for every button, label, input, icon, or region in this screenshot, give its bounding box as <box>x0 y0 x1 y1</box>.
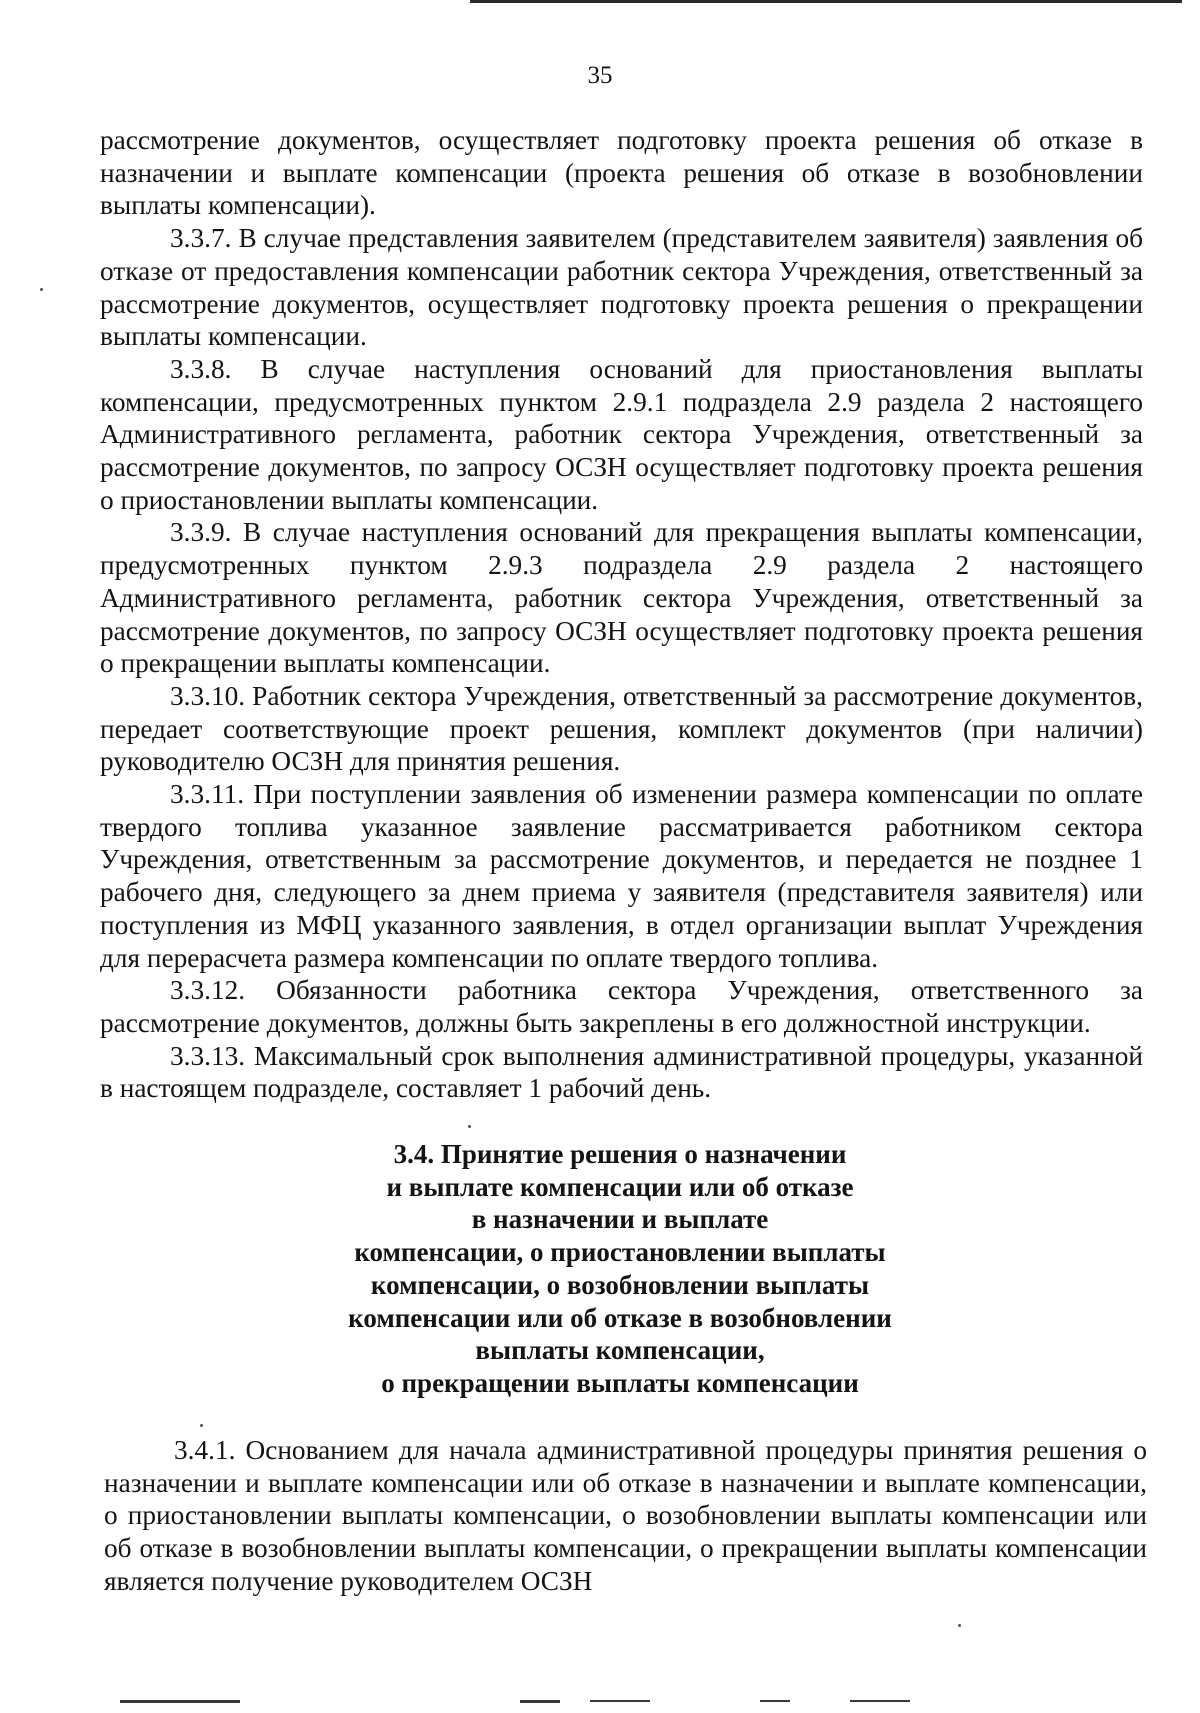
scan-bottom-mark <box>850 1700 910 1702</box>
paragraph-3-3-12: 3.3.12. Обязанности работника сектора Учреждения, ответственного за рассмотрение документов, должны быть закреплены в его должностной инструкции. <box>100 975 1143 1038</box>
paragraph-3-4-1: 3.4.1. Основанием для начала административной процедуры принятия решения о назначении и выплате компенсации или об отказе в назначении и выплате компенсации, о приостановлении выплаты компенсации, о возобновлении выплаты компенсации или об отказе в возобновлении выплаты компенсации, о прекращении выплаты компенсации является получение руководителем ОСЗН <box>104 1435 1147 1596</box>
heading-line: компенсации, о приостановлении выплаты <box>354 1237 886 1268</box>
page-number: 35 <box>587 62 613 89</box>
heading-line: и выплате компенсации или об отказе <box>386 1171 854 1202</box>
paragraph-3-3-13: 3.3.13. Максимальный срок выполнения административной процедуры, указанной в настоящем подразделе, составляет 1 рабочий день. <box>100 1040 1143 1104</box>
paragraph-3-3-10: 3.3.10. Работник сектора Учреждения, ответственный за рассмотрение документов, передает соответствующие проект решения, комплект документов (при наличии) руководителю ОСЗН для принятия решения. <box>100 680 1143 777</box>
scan-speck <box>468 1125 471 1128</box>
scan-speck <box>40 288 43 291</box>
body-text-lower <box>104 1434 1147 1598</box>
scan-bottom-mark <box>120 1700 240 1703</box>
scan-speck <box>200 1424 203 1427</box>
section-heading-3-4 <box>260 1138 980 1400</box>
body-text-upper <box>100 124 1143 1105</box>
scan-speck <box>958 1624 961 1627</box>
heading-line: о прекращении выплаты компенсации <box>381 1367 859 1398</box>
scan-bottom-mark <box>590 1700 650 1702</box>
heading-line: компенсации или об отказе в возобновлении <box>348 1302 892 1333</box>
paragraph-3-3-11: 3.3.11. При поступлении заявления об изменении размера компенсации по оплате твердого топлива указанное заявление рассматривается работником сектора Учреждения, ответственным за рассмотрение документов, и передается не позднее 1 рабочего дня, следующего за днем приема у заявителя (представителя заявителя) или поступления из МФЦ указанного заявления, в отдел организации выплат Учреждения для перерасчета размера компенсации по оплате твердого топлива. <box>100 779 1143 973</box>
paragraph-3-3-7: 3.3.7. В случае представления заявителем (представителем заявителя) заявления об отказе от предоставления компенсации работник сектора Учреждения, ответственный за рассмотрение документов, осуществляет подготовку проекта решения о прекращении выплаты компенсации. <box>100 223 1143 352</box>
heading-line: компенсации, о возобновлении выплаты <box>370 1269 870 1300</box>
paragraph-continuation: рассмотрение документов, осуществляет подготовку проекта решения об отказе в назначении и выплате компенсации (проекта решения об отказе в возобновлении выплаты компенсации). <box>100 125 1143 221</box>
paragraph-3-3-9: 3.3.9. В случае наступления оснований для прекращения выплаты компенсации, предусмотренных пунктом 2.9.3 подраздела 2.9 раздела 2 настоящего Административного регламента, работник сектора Учреждения, ответственный за рассмотрение документов, по запросу ОСЗН осуществляет подготовку проекта решения о прекращении выплаты компенсации. <box>100 517 1143 679</box>
heading-line: в назначении и выплате <box>471 1204 769 1235</box>
heading-line: 3.4. Принятие решения о назначении <box>393 1139 847 1169</box>
scan-bottom-mark <box>520 1700 560 1703</box>
paragraph-3-3-8: 3.3.8. В случае наступления оснований для приостановления выплаты компенсации, предусмотренных пунктом 2.9.1 подраздела 2.9 раздела 2 настоящего Административного регламента, работник сектора Учреждения, ответственный за рассмотрение документов, по запросу ОСЗН осуществляет подготовку проекта решения о приостановлении выплаты компенсации. <box>100 353 1143 515</box>
heading-line: выплаты компенсации, <box>475 1335 765 1366</box>
scan-top-border <box>470 0 1182 3</box>
scan-bottom-mark <box>760 1700 790 1702</box>
